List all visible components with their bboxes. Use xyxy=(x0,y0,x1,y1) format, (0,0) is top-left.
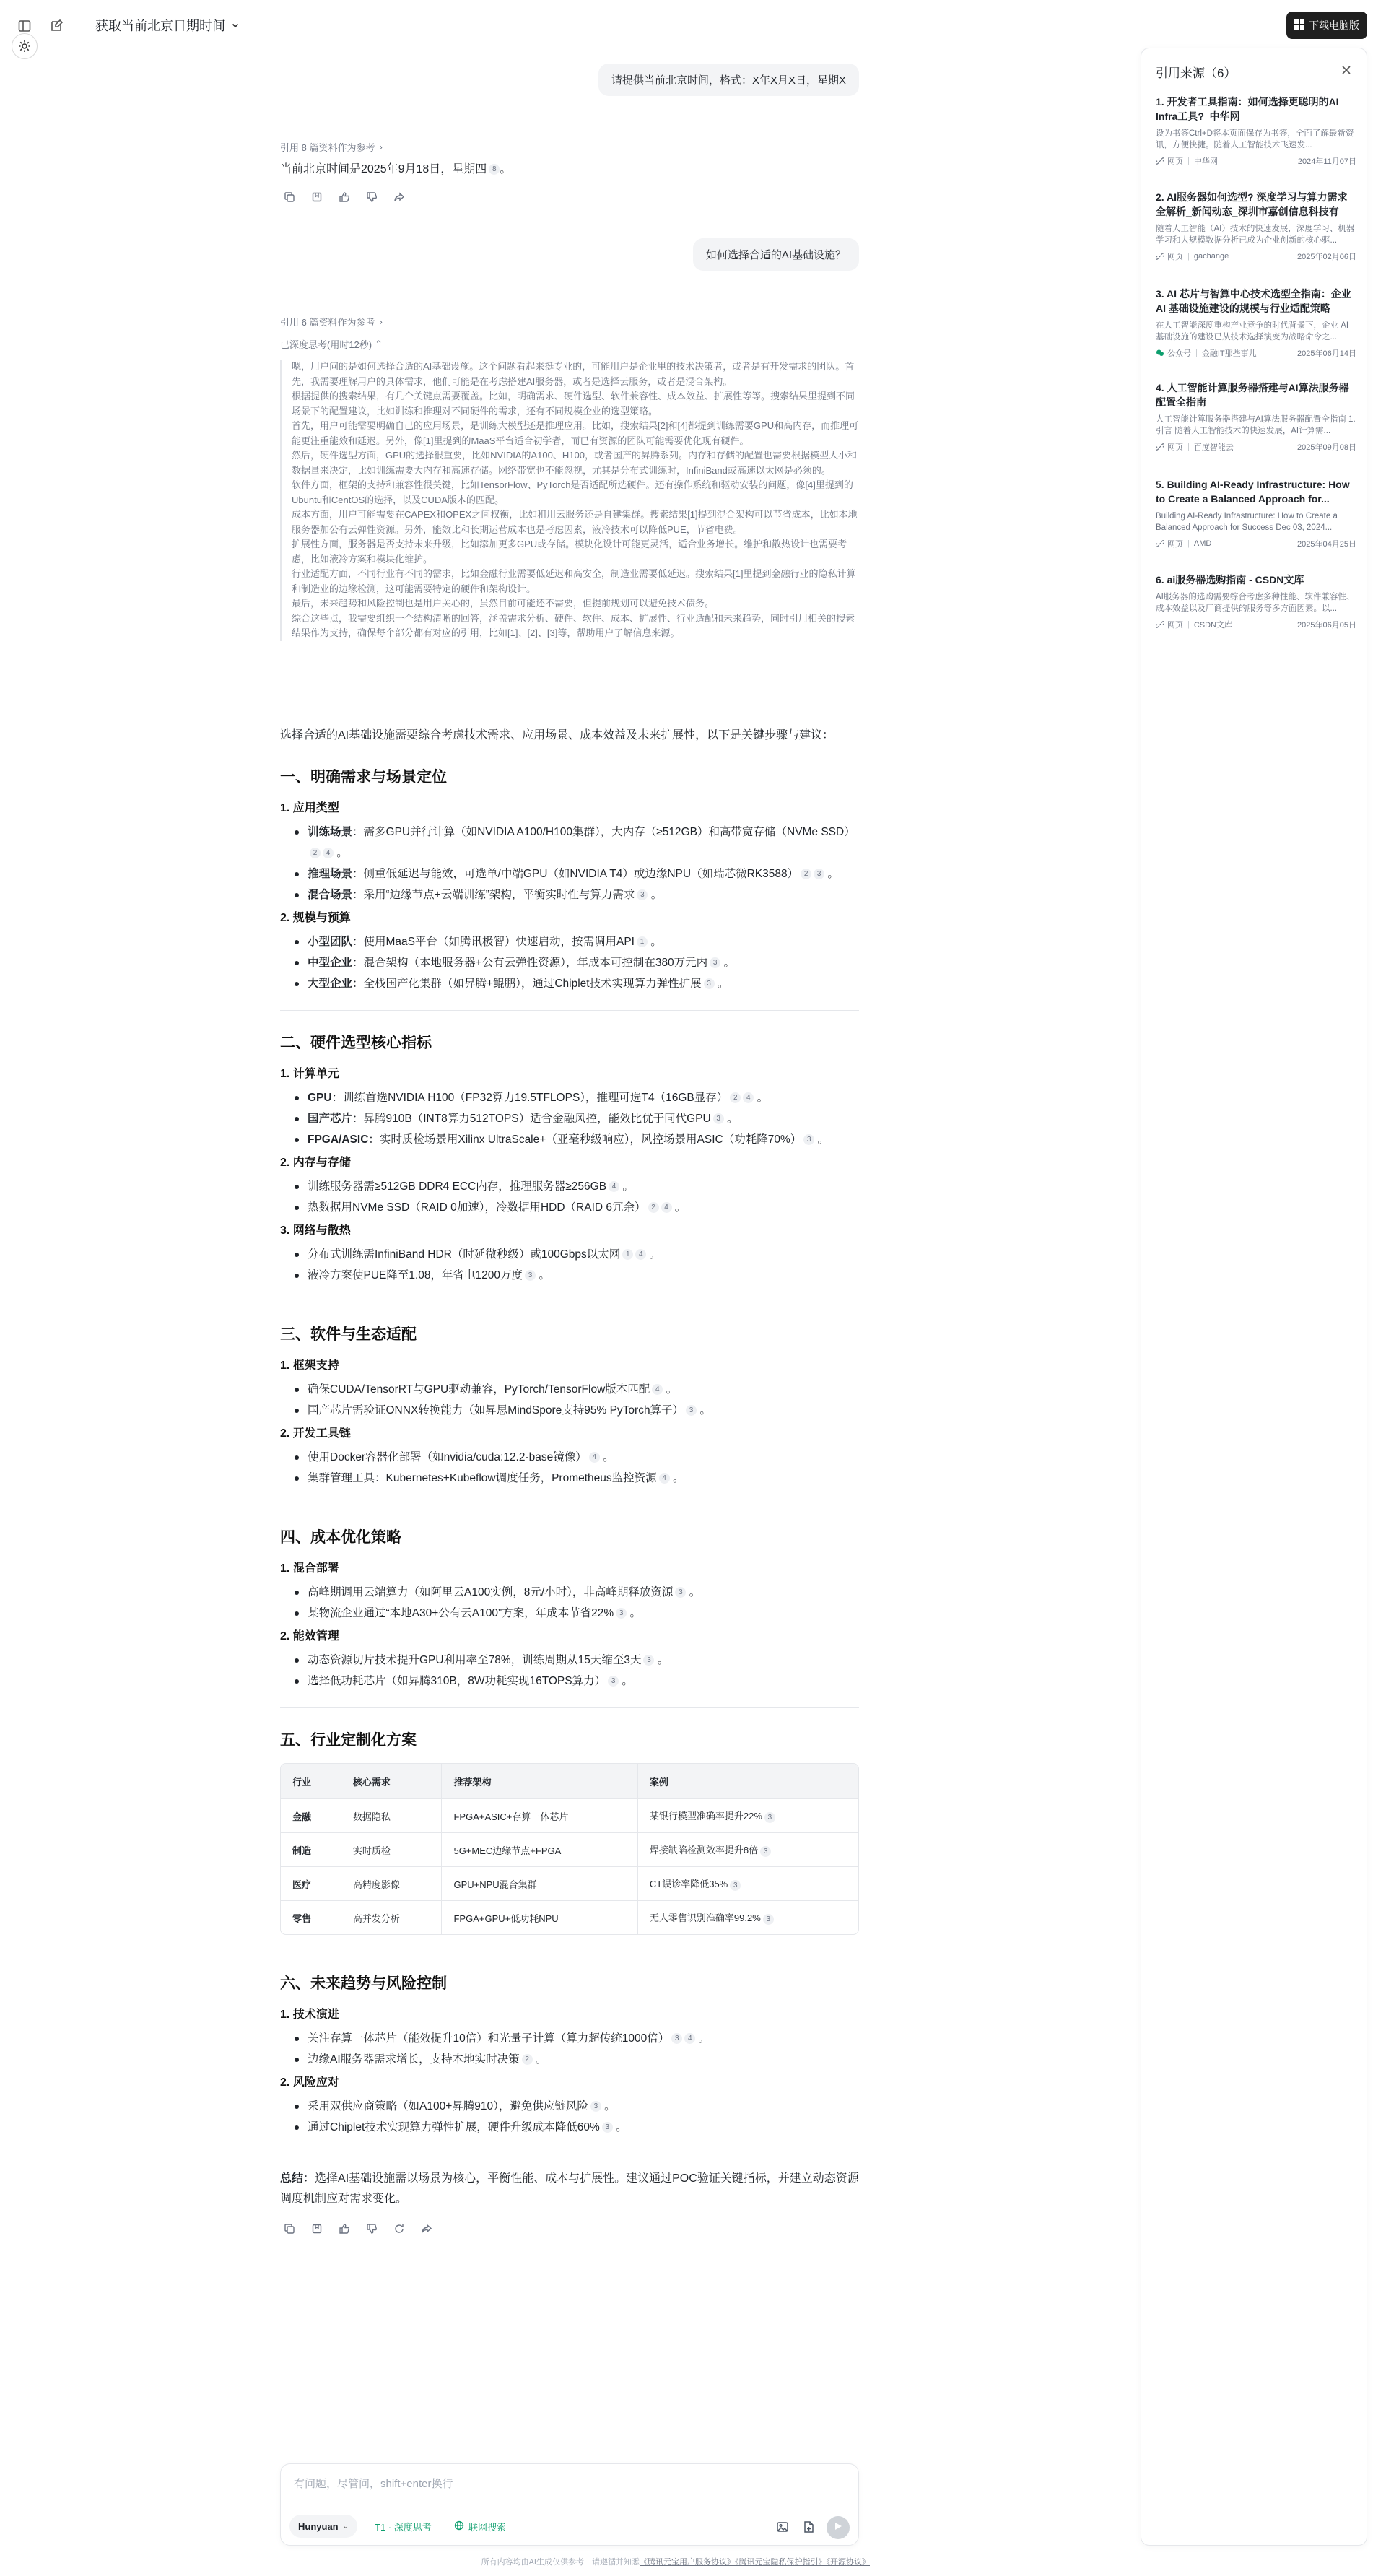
section-heading: 三、软件与生态适配 xyxy=(280,1326,417,1343)
disclaimer-text: 所有内容均由AI生成仅供参考｜请遵循并知悉 xyxy=(481,2558,640,2567)
list-item-label: 训练场景 xyxy=(308,826,353,838)
section-heading: 六、未来趋势与风险控制 xyxy=(280,1975,447,1992)
file-icon[interactable] xyxy=(799,2518,818,2536)
bullet-list xyxy=(280,1650,859,1692)
list-item-text: ：昇腾910B（INT8算力512TOPS）适合金融风控，能效比优于同代GPU xyxy=(352,1113,711,1125)
source-meta xyxy=(1156,155,1356,167)
list-item: 边缘AI服务器需求增长，支持本地实时决策 2 。 xyxy=(308,2049,859,2070)
download-desktop-label: 下载电脑版 xyxy=(1309,19,1359,31)
section-divider xyxy=(280,1707,859,1708)
table-cell: FPGA+ASIC+存算一体芯片 xyxy=(442,1798,637,1832)
source-date: 2025年09月08日 xyxy=(1297,443,1356,452)
citation-badge[interactable]: 3 xyxy=(803,1134,814,1145)
list-item-text: 高峰期调用云端算力（如阿里云A100实例，8元/小时），非高峰期释放资源 xyxy=(308,1586,674,1598)
source-item[interactable] xyxy=(1156,190,1356,262)
thinking-paragraph: 嗯，用户问的是如何选择合适的AI基础设施。这个问题看起来挺专业的，可能用户是企业里的技术决策者，或者是有开发需求的团队。首先，我需要理解用户的具体需求，他们可能是在考虑搭建AI服务器，或者是选择云服务，或者是混合架构。 xyxy=(292,361,855,387)
list-item: 选择低功耗芯片（如昇腾310B，8W功耗实现16TOPS算力） 3 。 xyxy=(308,1671,859,1692)
reference-count-text: 引用 8 篇资料作为参考 xyxy=(280,142,375,153)
thinking-paragraph: 根据提供的搜索结果，有几个关键点需要覆盖。比如，明确需求、硬件选型、软件兼容性、成本效益、扩展性等等。搜索结果里提到不同场景下的配置建议，比如训练和推理对不同硬件的需求，还有不同规模企业的选型策略。 xyxy=(292,391,855,417)
send-icon xyxy=(833,2521,843,2535)
bullet-list xyxy=(280,2096,859,2138)
chevron-right-icon: › xyxy=(379,316,383,327)
list-item: 某物流企业通过“本地A30+公有云A100”方案，年成本节省22% 3 。 xyxy=(308,1603,859,1624)
source-site: AMD xyxy=(1193,539,1212,548)
bookmark-icon[interactable] xyxy=(308,188,326,206)
list-item: 通过Chiplet技术实现算力弹性扩展，硬件升级成本降低60% 3 。 xyxy=(308,2117,859,2138)
citation-badge[interactable]: 3 xyxy=(763,1914,774,1925)
list-item-text: 使用Docker容器化部署（如nvidia/cuda:12.2-base镜像） xyxy=(308,1451,587,1463)
link-icon xyxy=(1156,252,1164,261)
model-name: Hunyuan xyxy=(298,2520,339,2532)
chevron-up-icon: ⌃ xyxy=(375,338,383,349)
table-cell: 医疗 xyxy=(281,1866,341,1900)
thinking-paragraph: 成本方面，用户可能需要在CAPEX和OPEX之间权衡，比如租用云服务还是自建集群。搜索结果[1]提到混合架构可以节省成本，比如本地服务器加公有云弹性资源。另外，能效比和长期运营成本也是考虑因素，液冷技术可以降低PUE，节省电费。 xyxy=(292,509,858,535)
reference-count-1[interactable] xyxy=(280,140,383,154)
subsection-heading: 1. 计算单元 xyxy=(280,1068,339,1080)
reference-count-2[interactable] xyxy=(280,315,383,328)
source-meta xyxy=(1156,347,1356,359)
meta-separator: | xyxy=(1187,157,1190,165)
copy-icon[interactable] xyxy=(280,188,299,206)
citation-badge[interactable]: 4 xyxy=(661,1202,672,1213)
citation-badge[interactable]: 3 xyxy=(525,1270,536,1281)
deep-thinking-toggle[interactable] xyxy=(280,337,383,351)
user-message-text: 如何选择合适的AI基础设施？ xyxy=(705,249,846,261)
list-item: 训练服务器需≥512GB DDR4 ECC内存，推理服务器≥256GB 4 。 xyxy=(308,1176,859,1197)
citation-badge[interactable]: 3 xyxy=(637,889,648,900)
user-message-2 xyxy=(693,238,859,271)
table-cell-text: 某银行模型准确率提升22% xyxy=(649,1811,762,1822)
industry-table xyxy=(280,1763,859,1935)
like-icon[interactable] xyxy=(335,2219,354,2238)
source-meta xyxy=(1156,538,1356,549)
list-item-label: 国产芯片 xyxy=(308,1113,353,1125)
list-item-label: 小型团队 xyxy=(308,936,353,948)
list-item: 分布式训练需InfiniBand HDR（时延微秒级）或100Gbps以太网 1 4 。 xyxy=(308,1244,859,1265)
bullet-list xyxy=(280,1176,859,1218)
source-item[interactable] xyxy=(1156,477,1356,549)
list-item: 使用Docker容器化部署（如nvidia/cuda:12.2-base镜像） 4 。 xyxy=(308,1447,859,1468)
summary-text: ：选择AI基础设施需以场景为核心，平衡性能、成本与扩展性。建议通过POC验证关键指标，并建立动态资源调度机制应对需求变化。 xyxy=(280,2172,859,2205)
table-header-row xyxy=(281,1764,858,1798)
source-meta xyxy=(1156,441,1356,453)
list-item-label: FPGA/ASIC xyxy=(308,1133,369,1146)
citation-badge[interactable]: 3 xyxy=(590,2101,601,2112)
sources-panel-title: 引用来源（6） xyxy=(1156,66,1237,80)
open-source-link[interactable]: 《开源协议》 xyxy=(826,2558,870,2567)
answer-intro: 选择合适的AI基础设施需要综合考虑技术需求、应用场景、成本效益及未来扩展性，以下是关键步骤与建议： xyxy=(280,729,834,741)
web-search-toggle[interactable] xyxy=(445,2515,515,2538)
list-item-text: 集群管理工具：Kubernetes+Kubeflow调度任务，Prometheus监控资源 xyxy=(308,1472,657,1484)
section-heading: 二、硬件选型核心指标 xyxy=(280,1035,432,1051)
source-snippet: Building AI-Ready Infrastructure: How to Create a Balanced Approach for Success Dec 03, 2024... xyxy=(1156,512,1338,532)
list-item-text: ：需多GPU并行计算（如NVIDIA A100/H100集群），大内存（≥512GB）和高带宽存储（NVMe SSD） xyxy=(352,826,855,838)
list-item: 高峰期调用云端算力（如阿里云A100实例，8元/小时），非高峰期释放资源 3 。 xyxy=(308,1582,859,1603)
subsection-heading: 1. 框架支持 xyxy=(280,1359,339,1372)
new-chat-icon[interactable] xyxy=(46,16,66,36)
section-heading: 一、明确需求与场景定位 xyxy=(280,769,447,786)
source-title[interactable]: 1. 开发者工具指南：如何选择更聪明的AI Infra工具?_中华网 xyxy=(1156,96,1339,122)
citation-badge[interactable]: 3 xyxy=(602,2122,613,2133)
thinking-paragraph: 最后，未来趋势和风险控制也是用户关心的，虽然目前可能还不需要，但提前规划可以避免技术债务。 xyxy=(292,598,715,609)
source-title[interactable]: 6. ai服务器选购指南 - CSDN文库 xyxy=(1156,574,1304,586)
privacy-policy-link[interactable]: 《腾讯元宝隐私保护指引》 xyxy=(735,2558,827,2567)
table-cell xyxy=(638,1798,858,1832)
source-date: 2025年06月14日 xyxy=(1297,349,1356,358)
table-cell-text: 无人零售识别准确率99.2% xyxy=(649,1913,761,1924)
source-item[interactable] xyxy=(1156,380,1356,453)
table-cell: GPU+NPU混合集群 xyxy=(442,1866,637,1900)
list-item: 训练场景：需多GPU并行计算（如NVIDIA A100/H100集群），大内存（≥512GB）和高带宽存储（NVMe SSD）2 4 。 xyxy=(308,822,859,863)
list-item-text: 液冷方案使PUE降至1.08，年省电1200万度 xyxy=(308,1269,523,1282)
source-type: 公众号 xyxy=(1167,349,1191,358)
reference-count-text: 引用 6 篇资料作为参考 xyxy=(280,317,375,328)
bullet-list xyxy=(280,1582,859,1624)
conversation-title[interactable] xyxy=(95,16,240,35)
subsection-heading: 2. 风险应对 xyxy=(280,2076,339,2089)
list-item: 国产芯片需验证ONNX转换能力（如昇思MindSpore支持95% PyTorch算子） 3 。 xyxy=(308,1400,859,1421)
list-item: 采用双供应商策略（如A100+昇腾910），避免供应链风险 3 。 xyxy=(308,2096,859,2117)
thinking-paragraph: 然后，硬件选型方面，GPU的选择很重要，比如NVIDIA的A100、H100，或者国产的昇腾系列。内存和存储的配置也需要根据模型大小和数据量来决定，比如训练需要大内存和高速存储。网络带宽也不能忽视，尤其是分布式训练时，InfiniBand或高速以太网是必须的。 xyxy=(292,450,857,476)
meta-separator: | xyxy=(1187,620,1190,629)
citation-badge[interactable]: 4 xyxy=(635,1249,646,1260)
list-item-text: ：采用“边缘节点+云端训练”架构，平衡实时性与算力需求 xyxy=(352,889,635,901)
link-icon xyxy=(1156,620,1164,629)
answer-summary xyxy=(280,2169,859,2209)
source-snippet: AI服务器的选购需要综合考虑多种性能、软件兼容性、成本效益以及厂商提供的服务等多方面因素。以... xyxy=(1156,593,1355,613)
bullet-list xyxy=(280,2028,859,2070)
top-bar xyxy=(0,0,1386,52)
source-item[interactable] xyxy=(1156,573,1356,630)
source-site: gachange xyxy=(1193,252,1229,261)
link-icon xyxy=(1156,539,1164,548)
chevron-right-icon: › xyxy=(379,142,383,152)
bullet-list xyxy=(280,1379,859,1421)
citation-badge[interactable]: 2 xyxy=(522,2054,533,2065)
citation-badge[interactable]: 2 xyxy=(730,1092,741,1103)
source-type: 网页 xyxy=(1167,621,1183,630)
thinking-paragraph: 扩展性方面，服务器是否支持未来升级，比如添加更多GPU或存储。模块化设计可能更灵活，适合业务增长。维护和散热设计也需要考虑，比如液冷方案和模块化维护。 xyxy=(292,539,847,565)
chat-input-box xyxy=(280,2463,859,2546)
subsection-heading: 2. 内存与存储 xyxy=(280,1157,351,1169)
list-item-text: 确保CUDA/TensorRT与GPU驱动兼容，PyTorch/TensorFlow版本匹配 xyxy=(308,1383,650,1396)
list-item-text: ：侧重低延迟与能效，可选单/中端GPU（如NVIDIA T4）或边缘NPU（如瑞芯微RK3588） xyxy=(352,868,799,880)
source-snippet: 人工智能计算服务器搭建与AI算法服务器配置全指南 1. 引言 随着人工智能技术的快速发展，AI计算需... xyxy=(1156,415,1356,435)
citation-badge[interactable]: 3 xyxy=(704,978,715,989)
citation-badge[interactable]: 3 xyxy=(764,1812,775,1823)
source-date: 2025年06月05日 xyxy=(1297,621,1356,630)
source-meta xyxy=(1156,251,1356,262)
citation-badge[interactable]: 4 xyxy=(743,1092,754,1103)
wechat-icon xyxy=(1156,349,1164,357)
globe-icon xyxy=(454,2520,464,2533)
bullet-list xyxy=(280,822,859,905)
meta-separator: | xyxy=(1187,252,1190,261)
list-item-label: GPU xyxy=(308,1092,332,1104)
thinking-paragraph: 行业适配方面，不同行业有不同的需求，比如金融行业需要低延迟和高安全，制造业需要低延迟。搜索结果[1]里提到金融行业的隐私计算和制造业的边缘检测，这可能需要特定的硬件和架构设计。 xyxy=(292,568,856,594)
citation-badge[interactable]: 4 xyxy=(323,848,334,858)
send-button[interactable] xyxy=(827,2516,850,2539)
dislike-icon[interactable] xyxy=(362,188,381,206)
table-cell: 高并发分析 xyxy=(341,1900,443,1934)
citation-badge[interactable]: 4 xyxy=(609,1181,619,1192)
list-item: 液冷方案使PUE降至1.08，年省电1200万度 3 。 xyxy=(308,1265,859,1286)
source-site: CSDN文库 xyxy=(1193,621,1233,630)
meta-separator: | xyxy=(1187,443,1190,451)
dislike-icon[interactable] xyxy=(362,2219,381,2238)
model-selector[interactable] xyxy=(289,2515,357,2538)
sources-panel xyxy=(1141,48,1367,2546)
list-item-text: 边缘AI服务器需求增长，支持本地实时决策 xyxy=(308,2053,520,2066)
citation-badge[interactable]: 8 xyxy=(489,164,500,175)
list-item-text: 通过Chiplet技术实现算力弹性扩展，硬件升级成本降低60% xyxy=(308,2121,600,2133)
source-item[interactable] xyxy=(1156,287,1356,359)
list-item-text: 国产芯片需验证ONNX转换能力（如昇思MindSpore支持95% PyTorch算子） xyxy=(308,1404,684,1417)
thinking-paragraph: 综合这些点，我需要组织一个结构清晰的回答，涵盖需求分析、硬件、软件、成本、扩展性、行业适配和未来趋势，同时引用相关的搜索结果作为支持，确保每个部分都有对应的引用，比如[1]、[2]、[3]等，帮助用户了解信息来源。 xyxy=(292,612,855,638)
list-item-text: 采用双供应商策略（如A100+昇腾910），避免供应链风险 xyxy=(308,2100,588,2112)
section-heading: 四、成本优化策略 xyxy=(280,1529,401,1546)
source-date: 2024年11月07日 xyxy=(1297,157,1356,166)
table-cell: FPGA+GPU+低功耗NPU xyxy=(442,1900,637,1934)
like-icon[interactable] xyxy=(335,188,354,206)
list-item-text: ：实时质检场景用Xilinx UltraScale+（亚毫秒级响应），风控场景用ASIC（功耗降70%） xyxy=(368,1133,802,1146)
gear-icon[interactable] xyxy=(12,33,38,59)
citation-badge[interactable]: 3 xyxy=(675,1587,686,1598)
windows-icon xyxy=(1294,19,1304,32)
list-item-label: 推理场景 xyxy=(308,868,353,880)
source-meta xyxy=(1156,619,1356,630)
subsection-heading: 2. 开发工具链 xyxy=(280,1427,351,1440)
share-icon[interactable] xyxy=(390,188,409,206)
citation-badge[interactable]: 2 xyxy=(648,1202,659,1213)
source-site: 中华网 xyxy=(1193,157,1218,166)
chevron-down-icon xyxy=(231,18,240,33)
bullet-list xyxy=(280,931,859,994)
table-cell xyxy=(638,1866,858,1900)
list-item: GPU：训练首选NVIDIA H100（FP32算力19.5TFLOPS），推理可选T4（16GB显存） 2 4 。 xyxy=(308,1087,859,1108)
source-title[interactable]: 5. Building AI-Ready Infrastructure: How to Create a Balanced Approach for... xyxy=(1156,479,1350,505)
list-item-label: 混合场景 xyxy=(308,889,353,901)
thinking-paragraph: 首先，用户可能需要明确自己的应用场景，是训练大模型还是推理应用。比如，搜索结果[2]和[4]都提到训练需要GPU和高内存，而推理可能更注重能效和延迟。另外，像[1]里提到的MaaS平台适合初学者，而已有资源的团队可能需要优化现有硬件。 xyxy=(292,420,859,446)
download-desktop-button[interactable] xyxy=(1286,12,1367,39)
table-cell xyxy=(638,1832,858,1866)
source-site: 百度智能云 xyxy=(1193,443,1234,452)
table-header-cell: 案例 xyxy=(638,1764,858,1798)
user-message-text: 请提供当前北京时间，格式：X年X月X日，星期X xyxy=(611,74,846,87)
list-item-text: ：混合架构（本地服务器+公有云弹性资源），年成本可控制在380万元内 xyxy=(352,957,708,969)
subsection-heading: 1. 混合部署 xyxy=(280,1562,339,1575)
link-icon xyxy=(1156,157,1164,165)
table-row xyxy=(281,1900,858,1934)
source-title[interactable]: 2. AI服务器如何选型? 深度学习与算力需求全解析_新闻动态_深圳市嘉创信息科技有 xyxy=(1156,191,1348,217)
table-cell: 数据隐私 xyxy=(341,1798,443,1832)
table-cell-text: 焊接缺陷检测效率提升8倍 xyxy=(649,1845,759,1856)
citation-badge[interactable]: 3 xyxy=(710,957,720,968)
table-row xyxy=(281,1832,858,1866)
citation-badge[interactable]: 3 xyxy=(608,1676,619,1687)
list-item: 热数据用NVMe SSD（RAID 0加速），冷数据用HDD（RAID 6冗余） 2 4 。 xyxy=(308,1197,859,1218)
meta-separator: | xyxy=(1187,539,1190,548)
chevron-down-icon: ⌄ xyxy=(342,2522,349,2531)
table-cell: 5G+MEC边缘节点+FPGA xyxy=(442,1832,637,1866)
citation-badge[interactable]: 1 xyxy=(622,1249,633,1260)
list-item-text: 动态资源切片技术提升GPU利用率至78%，训练周期从15天缩至3天 xyxy=(308,1654,642,1666)
assistant-answer-2 xyxy=(280,726,859,2209)
citation-badge[interactable]: 1 xyxy=(637,936,648,947)
table-cell xyxy=(638,1900,858,1934)
list-item: 动态资源切片技术提升GPU利用率至78%，训练周期从15天缩至3天 3 。 xyxy=(308,1650,859,1671)
deep-think-toggle[interactable] xyxy=(366,2515,440,2538)
source-snippet: 随着人工智能（AI）技术的快速发展，深度学习、机器学习和大规模数据分析已成为企业创新的核心驱... xyxy=(1156,225,1355,245)
source-snippet: 在人工智能深度重构产业竞争的时代背景下，企业 AI 基础设施的建设已从技术选择演变为战略命令之... xyxy=(1156,321,1349,341)
subsection-heading: 2. 能效管理 xyxy=(280,1630,339,1642)
bullet-list xyxy=(280,1087,859,1150)
source-title[interactable]: 3. AI 芯片与智算中心技术选型全指南：企业 AI 基础设施建设的规模与行业适配策略 xyxy=(1156,288,1351,314)
copy-icon[interactable] xyxy=(280,2219,299,2238)
list-item: 小型团队：使用MaaS平台（如腾讯极智）快速启动，按需调用API 1 。 xyxy=(308,931,859,952)
summary-label: 总结 xyxy=(280,2172,304,2185)
list-item-text: 某物流企业通过“本地A30+公有云A100”方案，年成本节省22% xyxy=(308,1607,614,1619)
retry-icon[interactable] xyxy=(390,2219,409,2238)
section-heading: 五、行业定制化方案 xyxy=(280,1732,417,1749)
table-header-cell: 推荐架构 xyxy=(442,1764,637,1798)
citation-badge[interactable]: 3 xyxy=(643,1655,654,1666)
source-item[interactable] xyxy=(1156,95,1356,167)
conversation-title-text: 获取当前北京日期时间 xyxy=(95,19,225,33)
list-item: 确保CUDA/TensorRT与GPU驱动兼容，PyTorch/TensorFlow版本匹配 4 。 xyxy=(308,1379,859,1400)
list-item: 推理场景：侧重低延迟与能效，可选单/中端GPU（如NVIDIA T4）或边缘NPU（如瑞芯微RK3588） 2 3 。 xyxy=(308,863,859,884)
subsection-heading: 1. 技术演进 xyxy=(280,2009,339,2021)
citation-badge[interactable]: 3 xyxy=(760,1846,771,1857)
table-cell: 零售 xyxy=(281,1900,341,1934)
source-title[interactable]: 4. 人工智能计算服务器搭建与AI算法服务器配置全指南 xyxy=(1156,382,1349,408)
list-item: 集群管理工具：Kubernetes+Kubeflow调度任务，Prometheus监控资源 4 。 xyxy=(308,1468,859,1489)
source-snippet: 设为书签Ctrl+D将本页面保存为书签，全面了解最新资讯，方便快捷。随着人工智能技术飞速发... xyxy=(1156,129,1354,149)
table-cell: 高精度影像 xyxy=(341,1866,443,1900)
citation-badge[interactable]: 2 xyxy=(801,869,811,879)
citation-badge[interactable]: 2 xyxy=(310,848,321,858)
section-divider xyxy=(280,1010,859,1011)
thinking-content xyxy=(280,360,859,641)
subsection-heading: 1. 应用类型 xyxy=(280,802,339,814)
list-item-text: ：使用MaaS平台（如腾讯极智）快速启动，按需调用API xyxy=(352,936,635,948)
answer-2-actions xyxy=(280,2219,436,2238)
list-item-text: 选择低功耗芯片（如昇腾310B，8W功耗实现16TOPS算力） xyxy=(308,1675,606,1687)
source-type: 网页 xyxy=(1167,540,1183,549)
source-site: 金融IT那些事儿 xyxy=(1201,349,1257,358)
source-type: 网页 xyxy=(1167,253,1183,261)
list-item: 国产芯片：昇腾910B（INT8算力512TOPS）适合金融风控，能效比优于同代GPU 3 。 xyxy=(308,1108,859,1129)
citation-badge[interactable]: 3 xyxy=(686,1405,697,1416)
answer-1-actions xyxy=(280,188,409,206)
disclaimer xyxy=(0,2556,1141,2567)
user-agreement-link[interactable]: 《腾讯元宝用户服务协议》 xyxy=(640,2558,735,2567)
table-cell: 制造 xyxy=(281,1832,341,1866)
share-icon[interactable] xyxy=(417,2219,436,2238)
image-icon[interactable] xyxy=(773,2518,792,2536)
source-type: 网页 xyxy=(1167,443,1183,452)
citation-badge[interactable]: 3 xyxy=(616,1608,627,1619)
list-item-label: 中型企业 xyxy=(308,957,353,969)
citation-badge[interactable]: 4 xyxy=(659,1473,670,1484)
citation-badge[interactable]: 4 xyxy=(652,1384,663,1395)
table-cell: 金融 xyxy=(281,1798,341,1832)
answer-1-period: 。 xyxy=(500,163,512,175)
deep-thinking-label: 已深度思考(用时12秒) xyxy=(280,339,372,350)
list-item-text: 关注存算一体芯片（能效提升10倍）和光量子计算（算力超传统1000倍） xyxy=(308,2032,670,2045)
source-type: 网页 xyxy=(1167,157,1183,166)
list-item: 关注存算一体芯片（能效提升10倍）和光量子计算（算力超传统1000倍） 3 4 。 xyxy=(308,2028,859,2049)
assistant-answer-1 xyxy=(280,160,511,179)
citation-badge[interactable]: 3 xyxy=(713,1113,724,1124)
citation-badge[interactable]: 3 xyxy=(730,1880,741,1891)
citation-badge[interactable]: 3 xyxy=(814,869,824,879)
list-item: 大型企业：全栈国产化集群（如昇腾+鲲鹏），通过Chiplet技术实现算力弹性扩展 3 。 xyxy=(308,973,859,994)
table-header-cell: 核心需求 xyxy=(341,1764,443,1798)
list-item: 混合场景：采用“边缘节点+云端训练”架构，平衡实时性与算力需求 3 。 xyxy=(308,884,859,905)
table-row xyxy=(281,1866,858,1900)
list-item-text: ：全栈国产化集群（如昇腾+鲲鹏），通过Chiplet技术实现算力弹性扩展 xyxy=(352,978,702,990)
bookmark-icon[interactable] xyxy=(308,2219,326,2238)
citation-badge[interactable]: 4 xyxy=(684,2033,695,2044)
source-date: 2025年04月25日 xyxy=(1297,540,1356,549)
table-row xyxy=(281,1798,858,1832)
user-message-1 xyxy=(598,64,859,96)
web-search-label: 联网搜索 xyxy=(468,2521,507,2533)
citation-badge[interactable]: 3 xyxy=(671,2033,682,2044)
list-item: FPGA/ASIC：实时质检场景用Xilinx UltraScale+（亚毫秒级响应），风控场景用ASIC（功耗降70%） 3 。 xyxy=(308,1129,859,1150)
list-item-label: 大型企业 xyxy=(308,978,353,990)
subsection-heading: 3. 网络与散热 xyxy=(280,1224,351,1237)
thinking-paragraph: 软件方面，框架的支持和兼容性很关键，比如TensorFlow、PyTorch是否适配所选硬件。还有操作系统和驱动安装的问题，像[4]里提到的Ubuntu和CentOS的选择，以及CUDA版本的匹配。 xyxy=(292,479,853,505)
chat-input[interactable]: 有问题，尽管问，shift+enter换行 xyxy=(294,2478,453,2490)
list-item: 中型企业：混合架构（本地服务器+公有云弹性资源），年成本可控制在380万元内 3 。 xyxy=(308,952,859,973)
table-header-cell: 行业 xyxy=(281,1764,341,1798)
bullet-list xyxy=(280,1244,859,1286)
table-cell: 实时质检 xyxy=(341,1832,443,1866)
table-cell-text: CT误诊率降低35% xyxy=(649,1879,728,1890)
subsection-heading: 2. 规模与预算 xyxy=(280,912,351,924)
source-date: 2025年02月06日 xyxy=(1297,253,1356,261)
list-item-text: ：训练首选NVIDIA H100（FP32算力19.5TFLOPS），推理可选T4（16GB显存） xyxy=(331,1092,728,1104)
list-item-text: 训练服务器需≥512GB DDR4 ECC内存，推理服务器≥256GB xyxy=(308,1180,607,1193)
list-item-text: 热数据用NVMe SSD（RAID 0加速），冷数据用HDD（RAID 6冗余） xyxy=(308,1201,646,1214)
list-item-text: 分布式训练需InfiniBand HDR（时延微秒级）或100Gbps以太网 xyxy=(308,1248,621,1261)
citation-badge[interactable]: 4 xyxy=(589,1452,600,1463)
close-icon[interactable] xyxy=(1338,61,1355,79)
deep-think-label: T1 · 深度思考 xyxy=(375,2521,432,2533)
link-icon xyxy=(1156,443,1164,451)
meta-separator: | xyxy=(1195,349,1198,357)
answer-1-text: 当前北京时间是2025年9月18日，星期四 xyxy=(280,163,487,175)
bullet-list xyxy=(280,1447,859,1489)
